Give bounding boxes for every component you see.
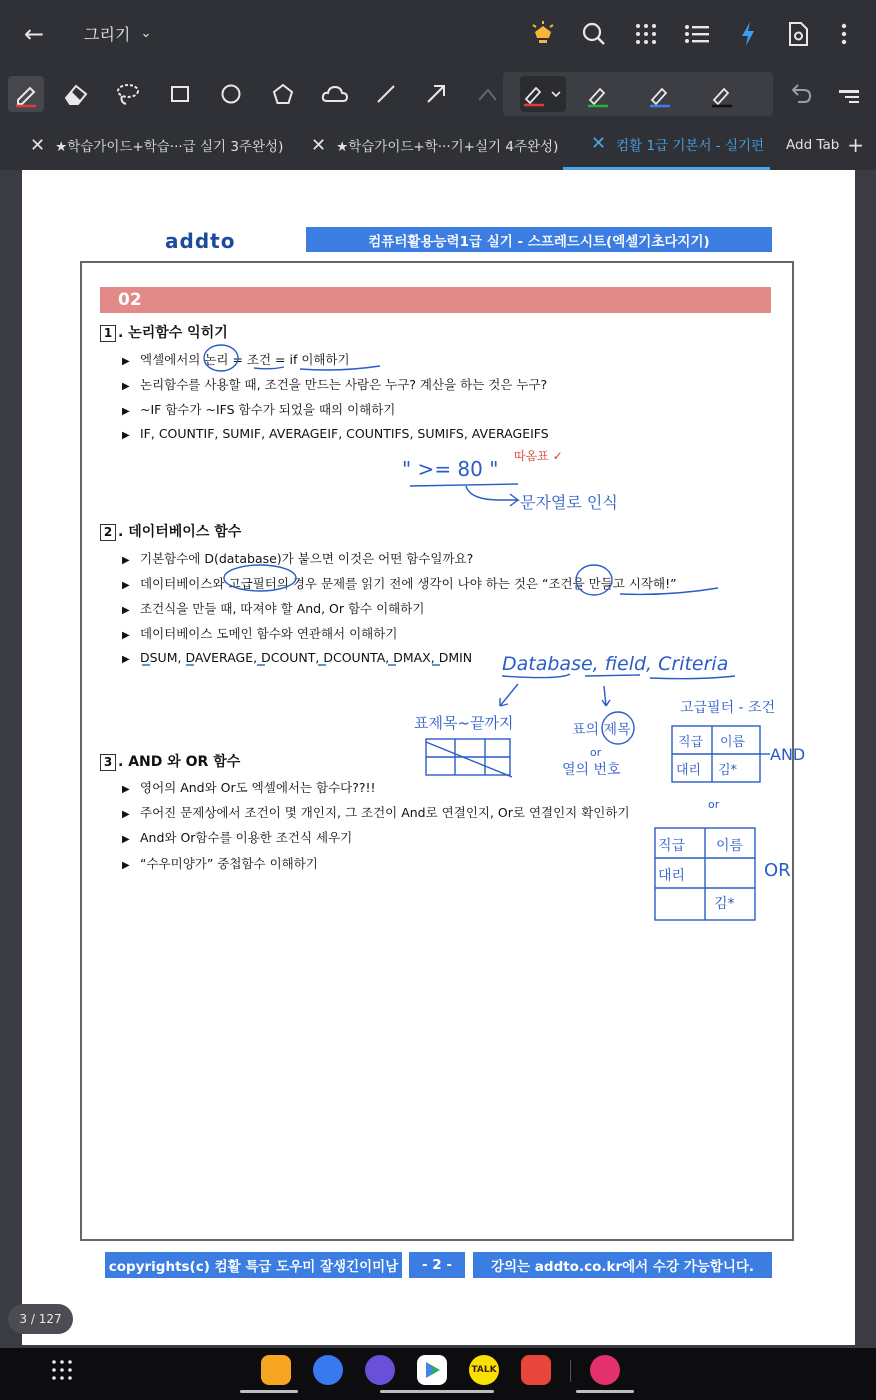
page-indicator[interactable]: 3 / 127 [8,1304,73,1334]
list-item: ▶ DSUM, DAVERAGE, DCOUNT, DCOUNTA, DMAX, DMIN [122,650,473,665]
string-note: 문자열로 인식 [520,493,618,512]
list-item: ▶ IF, COUNTIF, SUMIF, AVERAGEIF, COUNTIFS, SUMIFS, AVERAGEIFS [122,426,549,441]
header-rank: 직급 [678,735,704,750]
and-label: AND [770,745,806,764]
footer-page-number: - 2 - [409,1252,465,1278]
list-item: ▶ And와 Or함수를 이용한 조건식 세우기 [122,830,353,845]
criteria-note: " >= 80 " [402,457,499,481]
section-title: AND 와 OR 함수 [128,754,241,770]
advanced-filter-note: 고급필터 - 조건 [680,700,776,716]
recent-app-icon[interactable] [590,1355,620,1385]
addto-logo: addto [165,229,236,253]
notes-app-icon[interactable] [521,1355,551,1385]
footer-copyright: copyrights(c) 컴활 특급 도우미 잘생긴이미남 [105,1252,402,1278]
list-item: ▶ 엑셀에서의 논리 = 조건 = if 이해하기 [122,352,350,367]
list-item: ▶ 데이터베이스와 고급필터의 경우 문제를 읽기 전에 생각이 나야 하는 것은 “조건을 만들고 시작해!” [122,576,677,591]
back-arrow-icon[interactable]: ← [23,20,45,48]
list-item: ▶ 데이터베이스 도메인 함수와 연관해서 이해하기 [122,626,398,641]
or-label: OR [764,860,791,881]
messages-app-icon[interactable] [313,1355,343,1385]
list-item: ▶ 기본함수에 D(database)가 붙으면 이것은 어떤 함수일까요? [122,551,474,566]
value-name: 김* [718,763,738,778]
or-value-rank: 대리 [658,868,686,884]
section-heading-3: 3 . AND 와 OR 함수 [100,751,240,771]
close-icon[interactable]: ✕ [591,133,607,154]
list-item: ▶ ~IF 함수가 ~IFS 함수가 되었을 때의 이해하기 [122,402,396,417]
section-num: 2 [100,524,116,541]
section-num: 3 [100,754,116,771]
field-title-note: 표의 제목 [572,722,631,738]
or-note-mid: or [708,798,720,811]
dock-indicator [240,1390,298,1393]
db-args-note: Database, field, Criteria [502,653,729,675]
chevron-down-icon[interactable]: ⌄ [140,25,152,41]
section-heading-2: 2 . 데이터베이스 함수 [100,521,241,541]
list-item: ▶ 논리함수를 사용할 때, 조건을 만드는 사람은 누구? 계산을 하는 것은 누구? [122,377,548,392]
dock-indicator [576,1390,634,1393]
plus-icon: + [847,133,865,157]
play-store-icon[interactable] [417,1355,447,1385]
kakaotalk-icon[interactable]: TALK [469,1355,499,1385]
or-note-small: or [590,746,602,759]
list-item: ▶ 조건식을 만들 때, 따져야 할 And, Or 함수 이해하기 [122,601,425,616]
table-range-note: 표제목~끝까지 [414,714,514,732]
or-value-name: 김* [714,896,735,912]
or-header-name: 이름 [716,838,744,854]
quote-note: 따옴표 ✓ [514,449,563,463]
close-icon[interactable]: ✕ [311,134,327,156]
close-icon[interactable]: ✕ [30,134,46,156]
tab-label: ★학습가이드+학···기+실기 4주완성) [336,139,559,155]
list-item: ▶ 주어진 문제상에서 조건이 몇 개인지, 그 조건이 And로 연결인지, Or로 연결인지 확인하기 [122,805,630,820]
or-header-rank: 직급 [658,838,686,854]
add-tab-label: Add Tab [786,137,840,153]
mode-title[interactable]: 그리기 [84,25,131,44]
header-name: 이름 [720,735,746,750]
files-app-icon[interactable] [261,1355,291,1385]
internet-app-icon[interactable] [365,1355,395,1385]
dock-divider [570,1360,571,1382]
list-item: ▶ “수우미양가” 중첩함수 이해하기 [122,856,318,871]
value-rank: 대리 [676,763,702,778]
section-heading-1: 1 . 논리함수 익히기 [100,322,228,342]
app-drawer-icon[interactable] [50,1358,74,1382]
section-num: 1 [100,325,116,342]
tab-label: ★학습가이드+학습···급 실기 3주완성) [55,139,284,155]
doc-header: 컴퓨터활용능력1급 실기 - 스프레드시트(엑셀기초다지기) [306,227,772,252]
tab-label: 컴활 1급 기본서 - 실기편 [616,137,765,154]
section-title: 논리함수 익히기 [128,325,228,341]
footer-course: 강의는 addto.co.kr에서 수강 가능합니다. [473,1252,772,1278]
column-number-note: 열의 번호 [562,762,621,778]
section-title: 데이터베이스 함수 [128,524,242,540]
section-number-bar: 02 [100,287,771,313]
list-item: ▶ 영어의 And와 Or도 엑셀에서는 함수다??!! [122,780,376,795]
dock-indicator [380,1390,494,1393]
